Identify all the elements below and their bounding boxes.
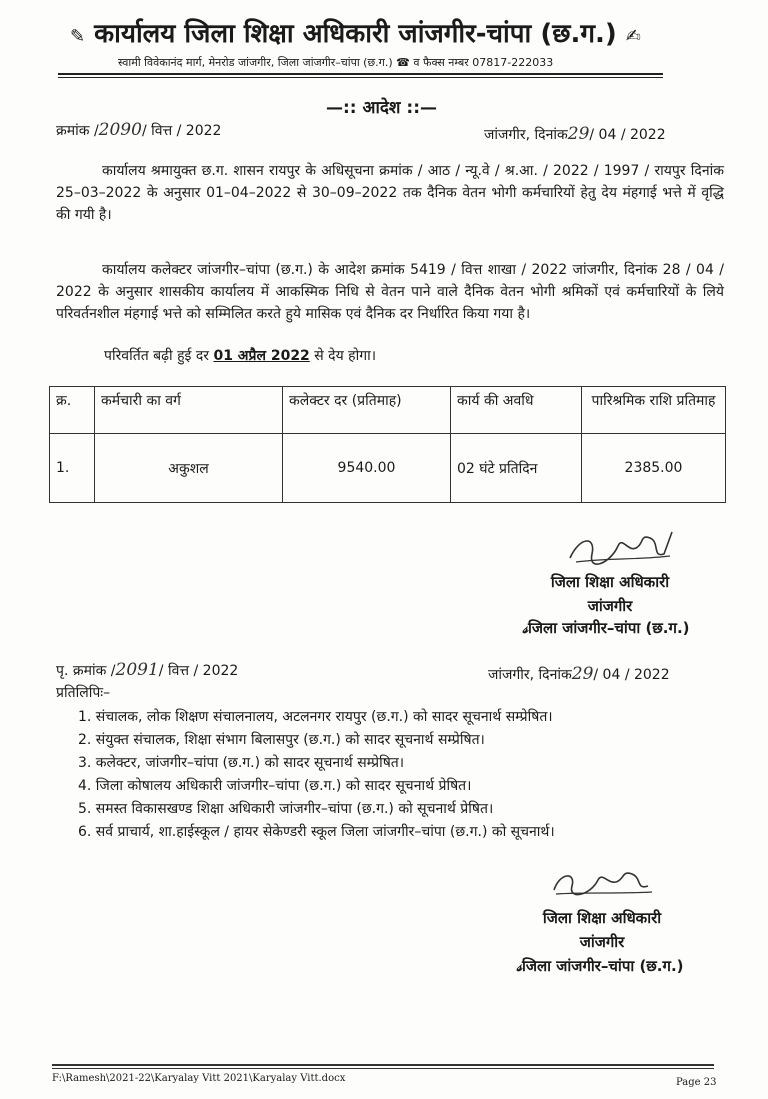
signature-place: जांजगीर [579, 933, 625, 951]
wage-rate-table [49, 386, 726, 503]
signature-place: जांजगीर [587, 597, 633, 615]
table-header: क्र. [50, 387, 95, 434]
endorsement-number-handwritten: 2091 [115, 660, 159, 680]
order-paragraph-3 [104, 346, 376, 365]
order-date-handwritten: 29 [567, 124, 590, 144]
endorsement-number-prefix: पृ. क्रमांक / [56, 663, 116, 679]
table-header: कलेक्टर दर (प्रतिमाह) [283, 387, 451, 434]
endorsement-number [56, 660, 238, 680]
pen-icon: ✍ [625, 26, 641, 47]
effective-text-suffix: से देय होगा। [314, 348, 377, 364]
footer-divider [52, 1064, 714, 1066]
effective-date: 01 अप्रैल 2022 [213, 348, 310, 364]
header-divider [58, 73, 663, 75]
order-number-handwritten: 2090 [98, 120, 142, 140]
office-title [70, 14, 641, 50]
signature-district [486, 618, 726, 638]
order-date-prefix: जांजगीर, दिनांक [484, 127, 568, 143]
table-cell: 2385.00 [582, 434, 726, 503]
copy-to-label: प्रतिलिपिः– [56, 685, 111, 701]
endorsement-date-handwritten: 29 [571, 664, 594, 684]
table-cell: 1. [50, 434, 95, 503]
initial-mark: 𝓈 [516, 957, 522, 975]
order-date [484, 124, 666, 144]
table-header: पारिश्रमिक राशि प्रतिमाह [582, 387, 726, 434]
effective-text-prefix: परिवर्तित बढ़ी हुई दर [104, 348, 209, 364]
endorsement-date-prefix: जांजगीर, दिनांक [488, 667, 572, 683]
signature-image [548, 862, 658, 906]
signature-scribble [548, 862, 658, 902]
endorsement-date-suffix: / 04 / 2022 [593, 667, 670, 683]
list-item: 6. सर्व प्राचार्य, शा.हाईस्कूल / हायर सेकेण्डरी स्कूल जिला जांजगीर–चांपा (छ.ग.) को सूचनार्थ। [78, 824, 555, 840]
order-paragraph-1: कार्यालय श्रमायुक्त छ.ग. शासन रायपुर के अधिसूचना क्रमांक / आठ / न्यू.वे / श्र.आ. / 2022 / 1997 / रायपुर दिनांक 25–03–2022 के अनुसार 01–04–2022 से 30–09–2022 तक दैनिक वेतन भोगी कर्मचारियों हेतु देय मंहगाई भत्ते में वृद्धि की गयी है। [56, 163, 724, 223]
signature-designation: जिला शिक्षा अधिकारी [550, 573, 670, 591]
table-header: कार्य की अवधि [451, 387, 582, 434]
signature-district-text: जिला जांजगीर–चांपा (छ.ग.) [528, 619, 690, 637]
order-number-prefix: क्रमांक / [56, 123, 99, 139]
list-item: 4. जिला कोषालय अधिकारी जांजगीर–चांपा (छ.ग.) को सादर सूचनार्थ प्रेषित। [78, 778, 472, 794]
table-header: कर्मचारी का वर्ग [95, 387, 283, 434]
order-number [56, 120, 221, 140]
table-header-row [50, 387, 726, 434]
list-item: 2. संयुक्त संचालक, शिक्षा संभाग बिलासपुर (छ.ग.) को सादर सूचनार्थ सम्प्रेषित। [78, 732, 485, 748]
signature-district [480, 956, 720, 976]
signature-district-text: जिला जांजगीर–चांपा (छ.ग.) [522, 957, 684, 975]
copy-recipient-list [78, 706, 555, 844]
footer-file-path: F:\Ramesh\2021-22\Karyalay Vitt 2021\Karyalay Vitt.docx [52, 1073, 346, 1084]
pen-icon: ✎ [70, 26, 86, 47]
signature-image [566, 528, 676, 577]
table-cell: 9540.00 [283, 434, 451, 503]
signature-scribble [566, 528, 676, 570]
header-divider [58, 77, 663, 78]
footer-divider [52, 1068, 714, 1069]
order-date-suffix: / 04 / 2022 [589, 127, 666, 143]
endorsement-number-suffix: / वित्त / 2022 [158, 663, 239, 679]
table-cell: 02 घंटे प्रतिदिन [451, 434, 582, 503]
footer-page-number: Page 23 [676, 1077, 717, 1088]
office-title-text: कार्यालय जिला शिक्षा अधिकारी जांजगीर-चांपा (छ.ग.) [94, 19, 617, 49]
order-number-suffix: / वित्त / 2022 [141, 123, 222, 139]
initial-mark: 𝓈 [522, 619, 528, 637]
list-item: 3. कलेक्टर, जांजगीर–चांपा (छ.ग.) को सादर सूचनार्थ सम्प्रेषित। [78, 755, 405, 771]
office-address: स्वामी विवेकानंद मार्ग, मेनरोड जांजगीर, जिला जांजगीर–चांपा (छ.ग.) ☎ व फैक्स नम्बर 07817-222033 [118, 56, 554, 69]
list-item: 1. संचालक, लोक शिक्षण संचालनालय, अटलनगर रायपुर (छ.ग.) को सादर सूचनार्थ सम्प्रेषित। [78, 709, 553, 725]
table-cell: अकुशल [95, 434, 283, 503]
list-item: 5. समस्त विकासखण्ड शिक्षा अधिकारी जांजगीर–चांपा (छ.ग.) को सूचनार्थ प्रेषित। [78, 801, 494, 817]
endorsement-date [488, 664, 670, 684]
order-title: —:: आदेश ::— [326, 98, 437, 118]
table-row [50, 434, 726, 503]
signature-designation: जिला शिक्षा अधिकारी [542, 909, 662, 927]
order-paragraph-2: कार्यालय कलेक्टर जांजगीर–चांपा (छ.ग.) के आदेश क्रमांक 5419 / वित्त शाखा / 2022 जांजगीर, दिनांक 28 / 04 / 2022 के अनुसार शासकीय कार्यालय में आकस्मिक निधि से वेतन पाने वाले दैनिक वेतन भोगी श्रमिकों एवं कर्मचारियों के लिये परिवर्तनशील मंहगाई भत्ते को सम्मिलित करते हुये मासिक एवं दैनिक दर निर्धारित किया गया है। [56, 262, 724, 322]
